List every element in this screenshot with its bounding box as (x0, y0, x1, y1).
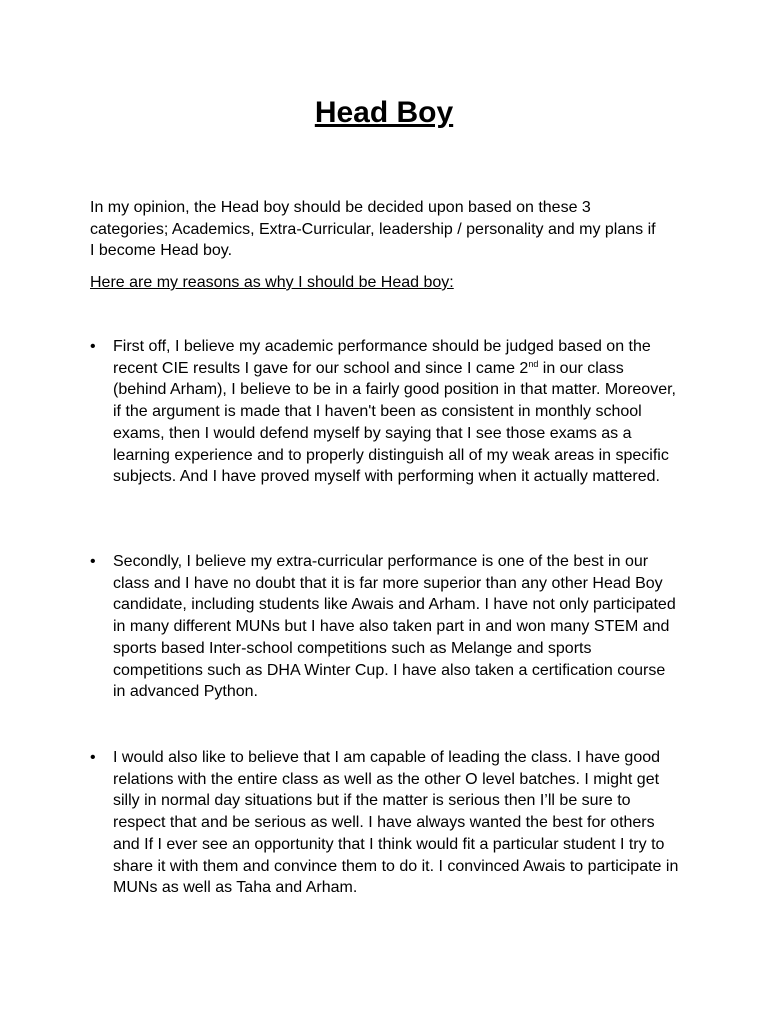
bullet-icon: • (90, 749, 96, 766)
academics-text-start: First off, I believe my academic performance should be judged based on the recent CIE results I gave for our school and since I came 2 (113, 338, 651, 377)
reasons-heading: Here are my reasons as why I should be Head boy: (90, 274, 454, 291)
extracurricular-paragraph: Secondly, I believe my extra-curricular performance is one of the best in our class and I have no doubt that it is far more superior than any other Head Boy candidate, including students like Awais and Arham. I have not only participated in many different MUNs but I have also taken part in and won many STEM and sports based Inter-school competitions such as Melange and sports competitions such as DHA Winter Cup. I have also taken a certification course in advanced Python. (113, 553, 676, 701)
page-title: Head Boy (314, 96, 454, 129)
ordinal-suffix: nd (528, 358, 539, 369)
bullet-icon: • (90, 338, 96, 355)
academics-text-end: in our class (behind Arham), I believe to be in a fairly good position in that matter. Moreover, if the argument is made that I haven't been as consistent in monthly school exams, then I would defend myself by saying that I see those exams as a learning experience and to properly distinguish all of my weak areas in specific subjects. And I have proved myself with performing when it actually mattered. (113, 359, 676, 486)
intro-paragraph: In my opinion, the Head boy should be decided upon based on these 3 categories; Academics, Extra-Curricular, leadership / personality and my plans if I become Head boy. (90, 199, 656, 260)
bullet-icon: • (90, 553, 96, 570)
academics-paragraph (113, 336, 681, 488)
leadership-paragraph: I would also like to believe that I am capable of leading the class. I have good relations with the entire class as well as the other O level batches. I might get silly in normal day situations but if the matter is serious then I’ll be sure to respect that and be serious as well. I have always wanted the best for others and If I ever see an opportunity that I think would fit a particular student I try to share it with them and convince them to do it. I convinced Awais to participate in MUNs as well as Taha and Arham. (113, 749, 679, 897)
